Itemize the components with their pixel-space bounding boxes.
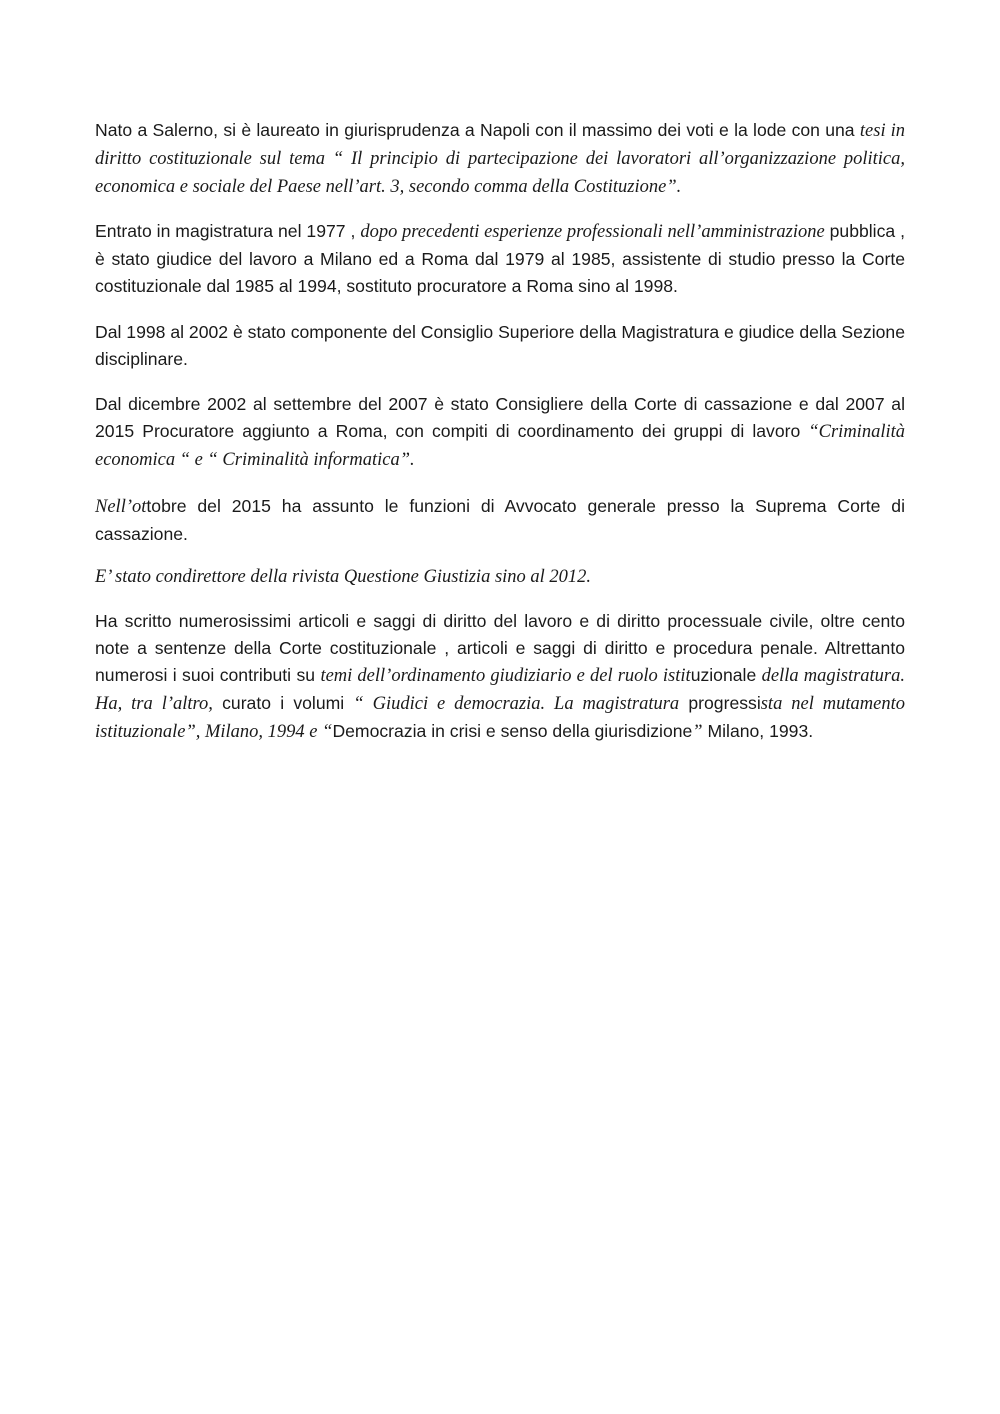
italic-span: tesi in diritto costituzionale sul tema “ Il principio di partecipazione dei lavoratori all’organizzazione politica, economica e sociale del Paese nell’art. 3, secondo comma della Costituzione”. [95,121,905,197]
text-span: uzionale [690,665,762,685]
document-body [95,117,905,764]
text-span: tobre del 2015 ha assunto le funzioni di Avvocato generale presso la Suprema Corte di cassazione. [95,496,905,544]
paragraph-education [95,117,905,201]
italic-span: Nell’ot [95,497,147,517]
text-span: Dal 1998 al 2002 è stato componente del Consiglio Superiore della Magistratura e giudice della Sezione disciplinare. [95,322,905,369]
italic-span: sta nel mutamento istituzionale”, Milano, 1994 e “ [95,694,906,742]
text-span: Dal dicembre 2002 al settembre del 2007 è stato Consigliere della Corte di cassazione e dal 2007 al 2015 Procuratore aggiunto a Roma, con compiti di coordinamento dei gruppi di lavoro [95,394,905,441]
text-span: progressi [679,693,761,713]
text-span: Ha scritto numerosissimi articoli e saggi di diritto del lavoro e di diritto processuale civile, oltre cento note a sentenze della Corte costituzionale , articoli e saggi di diritto e procedura penale. Altrettanto numerosi i suoi contributi su [95,611,905,685]
italic-span: ” [692,722,703,742]
paragraph-career-start [95,218,905,300]
italic-span: dopo precedenti esperienze professionali nell’amministrazione [360,222,825,242]
paragraph-cassazione [95,391,905,474]
paragraph-publications [95,608,905,746]
paragraph-questione-giustizia [95,564,905,591]
italic-span: “Criminalità economica “ e “ Criminalità informatica”. [95,422,905,470]
text-span: Nato a Salerno, si è laureato in giurisprudenza a Napoli con il massimo dei voti e la lode con una [95,120,860,140]
paragraph-avvocato-generale [95,493,905,548]
paragraph-csm [95,319,905,373]
text-span: pubblica , è stato giudice del lavoro a Milano ed a Roma dal 1979 al 1985, assistente di studio presso la Corte costituzionale dal 1985 al 1994, sostituto procuratore a Roma sino al 1998. [95,221,905,296]
text-span: curato i volumi [212,693,354,713]
text-span: Entrato in magistratura nel 1977 , [95,221,361,241]
text-span: Democrazia in crisi e senso della giurisdizione [332,721,693,741]
italic-span: della magistratura. Ha, tra l’altro, [95,666,905,714]
italic-span: E’ stato condirettore della rivista Questione Giustizia sino al 2012. [95,567,592,587]
italic-span: temi dell’ordinamento giudiziario e del ruolo istit [320,666,691,686]
text-span: Milano, 1993. [702,721,814,741]
italic-span: “ Giudici e democrazia. La magistratura [353,694,680,714]
